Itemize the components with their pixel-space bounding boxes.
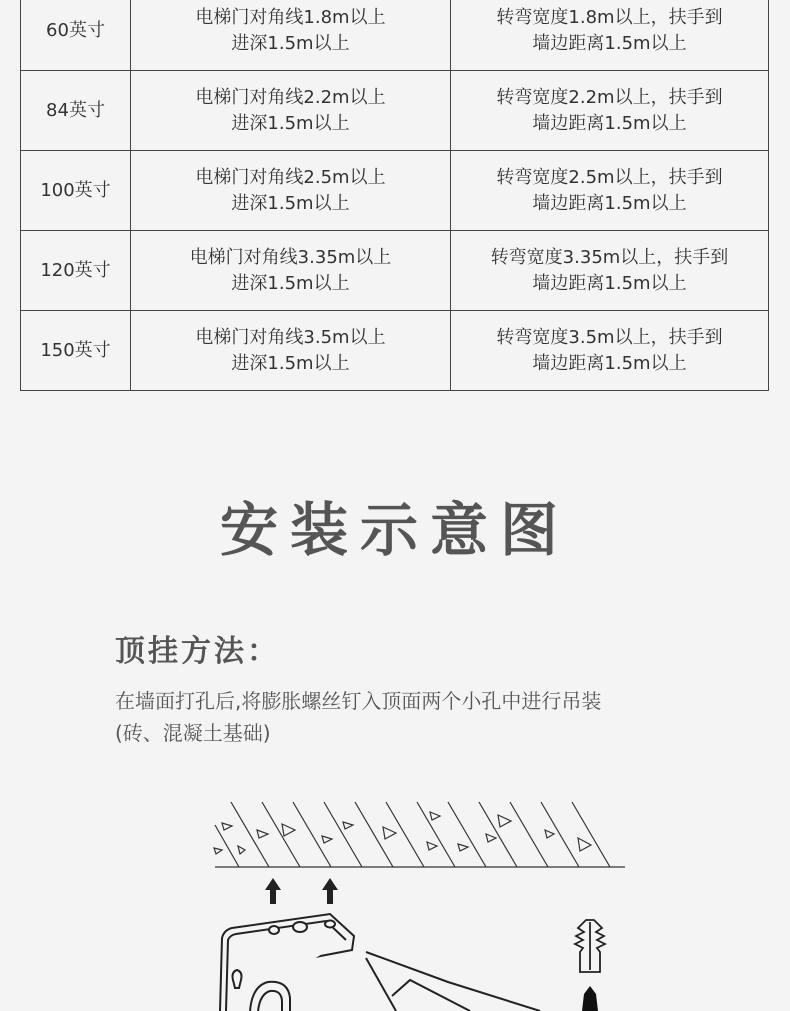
expansion-anchor-icon <box>575 920 605 972</box>
installation-diagram <box>0 790 790 1011</box>
door-requirement-cell <box>131 0 451 71</box>
up-arrow-icon <box>265 878 281 904</box>
table-row <box>21 151 769 231</box>
cell-text: 电梯门对角线3.5m以上 <box>195 326 386 348</box>
cell-text: 电梯门对角线2.5m以上 <box>195 166 386 188</box>
description-line: 在墙面打孔后,将膨胀螺丝钉入顶面两个小孔中进行吊装 <box>115 689 602 713</box>
corridor-requirement-cell <box>451 311 769 391</box>
mounting-bracket <box>220 914 540 1011</box>
size-cell: 84英寸 <box>21 71 131 151</box>
corridor-requirement-cell <box>451 0 769 71</box>
table-row <box>21 0 769 71</box>
description-line: (砖、混凝土基础) <box>115 721 271 745</box>
cell-text: 电梯门对角线2.2m以上 <box>195 86 386 108</box>
table-row <box>21 231 769 311</box>
method-description <box>115 685 715 749</box>
cell-text: 进深1.5m以上 <box>231 112 350 134</box>
cell-text: 转弯宽度2.5m以上，扶手到 <box>496 166 723 188</box>
cell-text: 电梯门对角线3.35m以上 <box>189 246 392 268</box>
size-cell: 150英寸 <box>21 311 131 391</box>
door-requirement-cell <box>131 151 451 231</box>
cell-text: 转弯宽度2.2m以上，扶手到 <box>496 86 723 108</box>
cell-text: 墙边距离1.5m以上 <box>532 192 687 214</box>
size-cell: 100英寸 <box>21 151 131 231</box>
table-row <box>21 311 769 391</box>
cell-text: 进深1.5m以上 <box>231 32 350 54</box>
cell-text: 电梯门对角线1.8m以上 <box>195 6 386 28</box>
corridor-requirement-cell <box>451 71 769 151</box>
section-title: 安装示意图 <box>219 496 570 564</box>
size-cell: 60英寸 <box>21 0 131 71</box>
cell-text: 进深1.5m以上 <box>231 272 350 294</box>
corridor-requirement-cell <box>451 231 769 311</box>
cell-text: 墙边距离1.5m以上 <box>532 272 687 294</box>
door-requirement-cell <box>131 71 451 151</box>
cell-text: 转弯宽度3.5m以上，扶手到 <box>496 326 723 348</box>
ceiling-hatch <box>214 802 625 867</box>
cell-text: 墙边距离1.5m以上 <box>532 352 687 374</box>
cell-text: 进深1.5m以上 <box>231 352 350 374</box>
up-arrow-icon <box>322 878 338 904</box>
screw-tip-icon <box>582 986 598 1011</box>
cell-text: 转弯宽度3.35m以上，扶手到 <box>490 246 729 268</box>
cell-text: 墙边距离1.5m以上 <box>532 112 687 134</box>
door-requirement-cell <box>131 311 451 391</box>
size-cell: 120英寸 <box>21 231 131 311</box>
table-row <box>21 71 769 151</box>
corridor-requirement-cell <box>451 151 769 231</box>
spec-table <box>20 0 769 391</box>
cell-text: 墙边距离1.5m以上 <box>532 32 687 54</box>
cell-text: 转弯宽度1.8m以上，扶手到 <box>496 6 723 28</box>
door-requirement-cell <box>131 231 451 311</box>
method-title: 顶挂方法： <box>115 634 280 669</box>
cell-text: 进深1.5m以上 <box>231 192 350 214</box>
